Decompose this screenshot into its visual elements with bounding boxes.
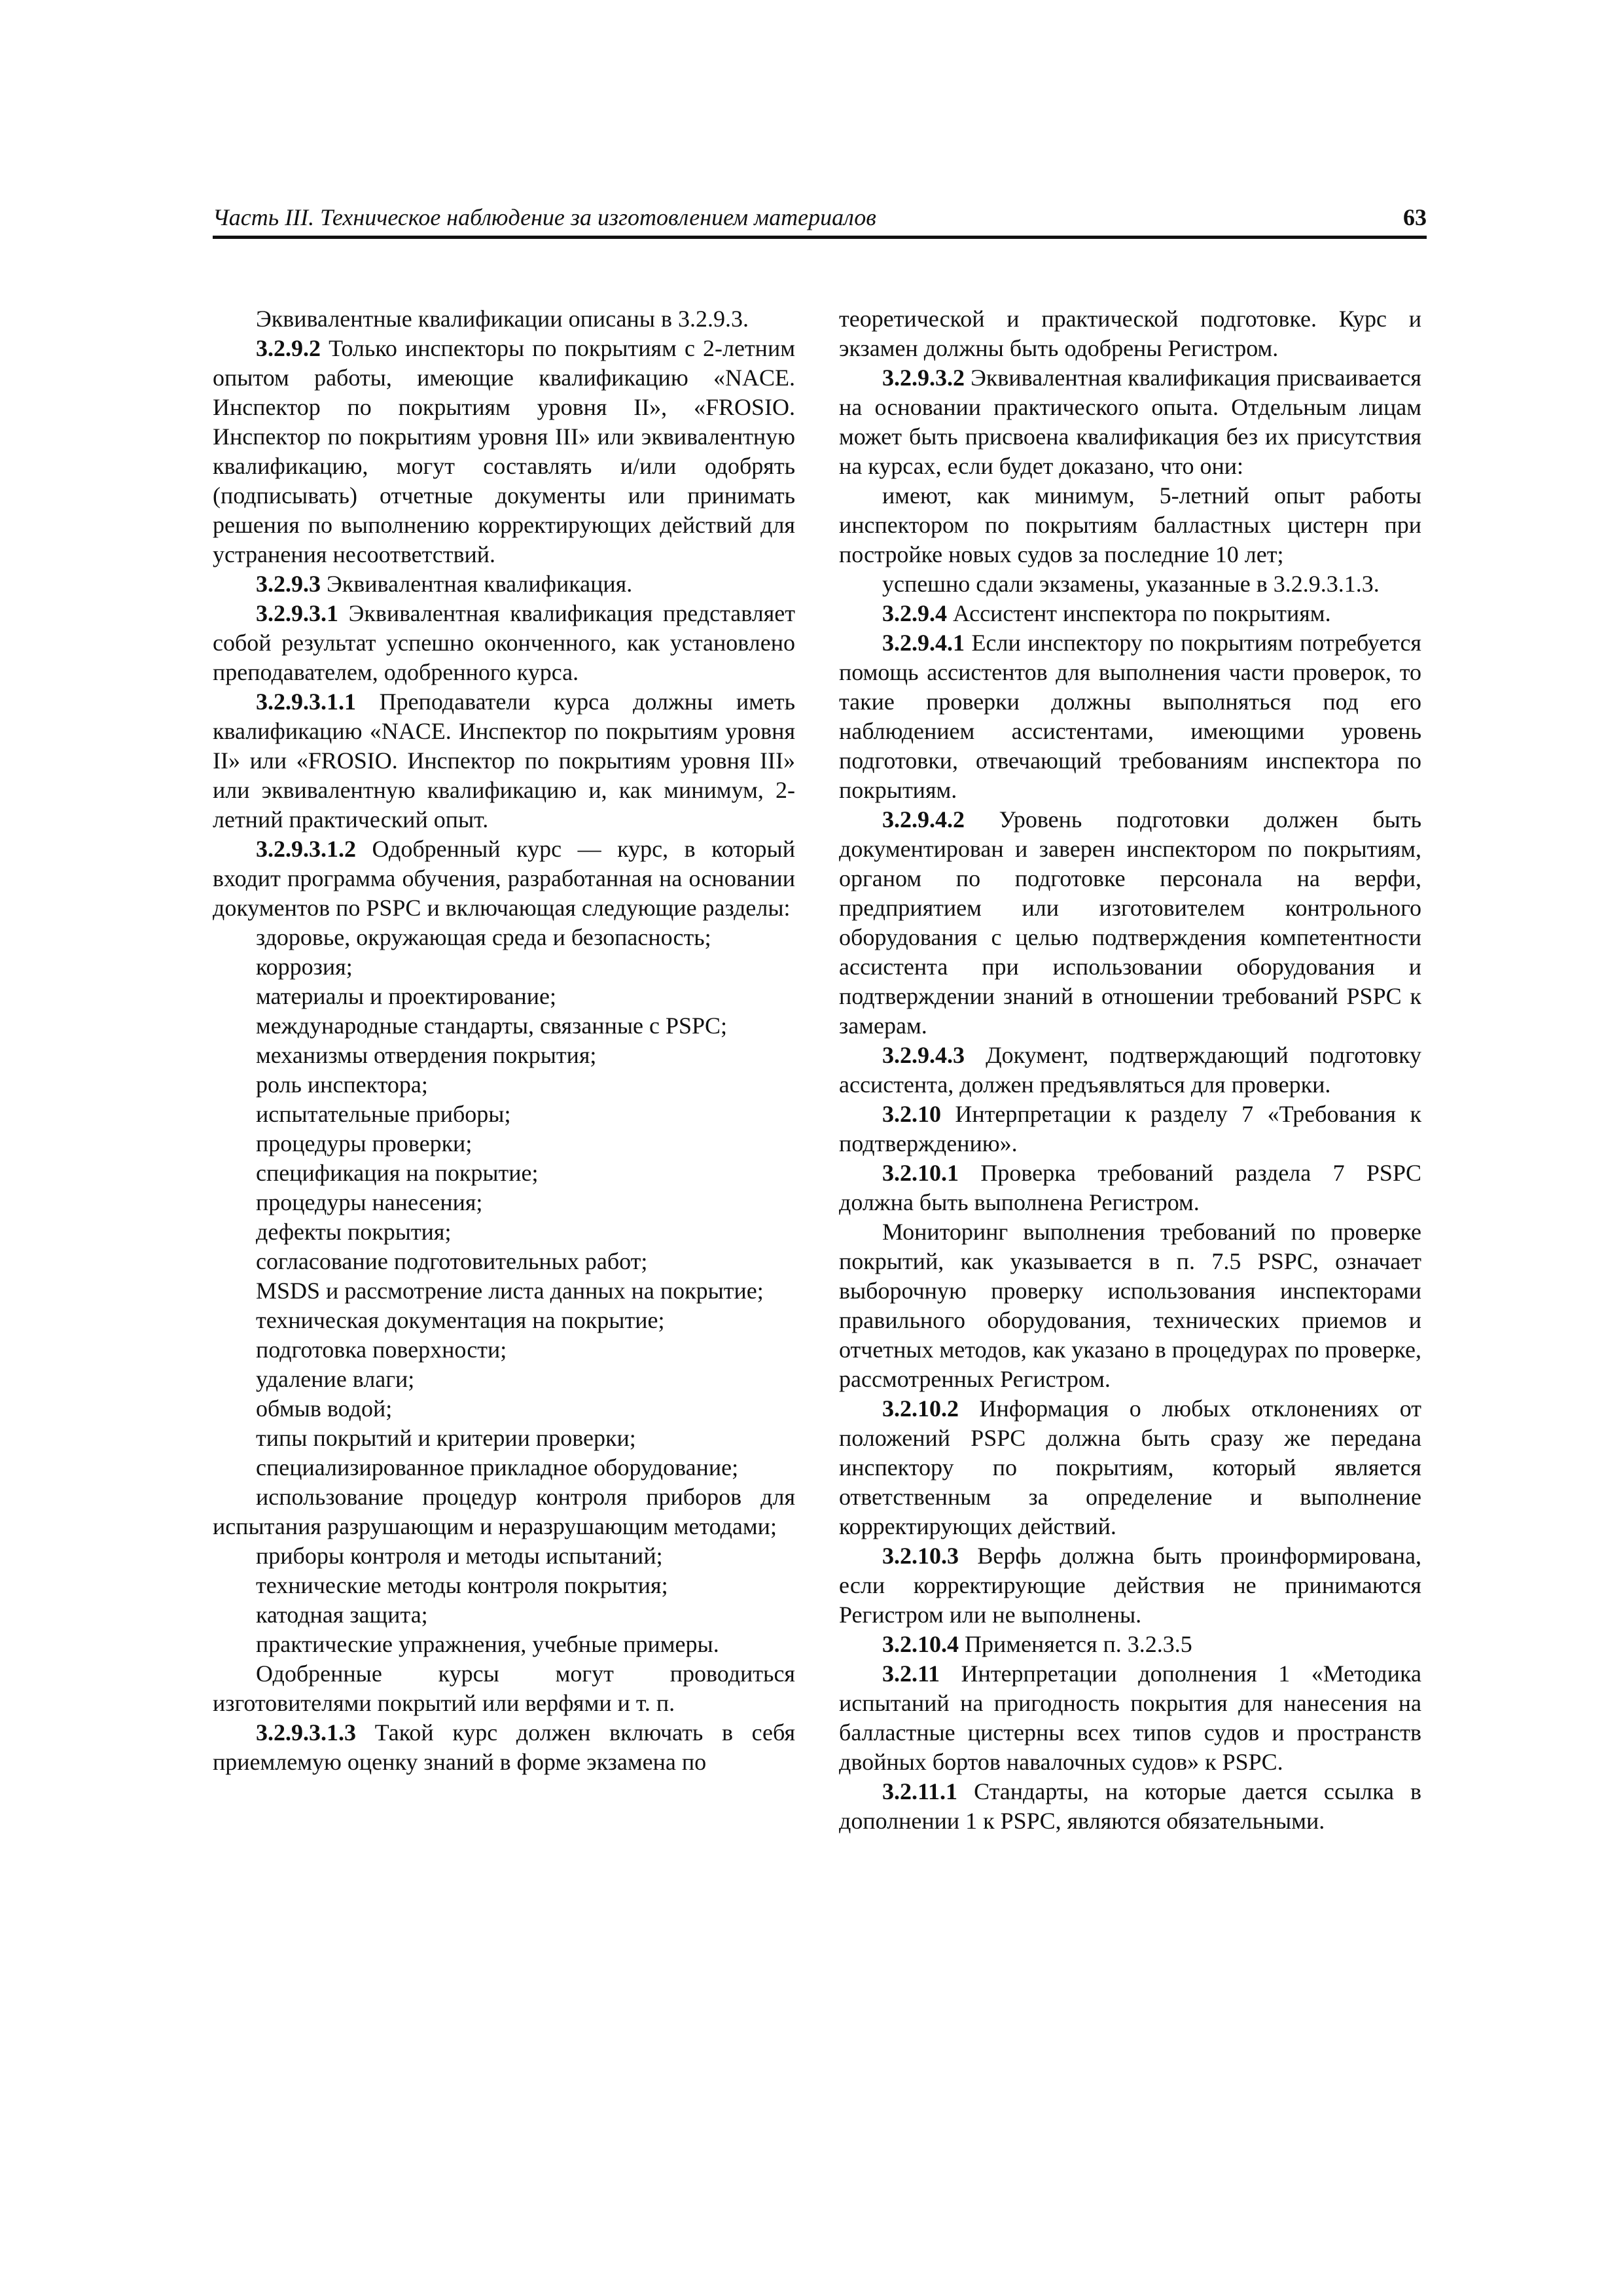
paragraph-text: Эквивалентная квалификация представляет собой результат успешно оконченного, как установлено преподавателем, одобренного курса.: [213, 600, 795, 685]
paragraph-text: успешно сдали экзамены, указанные в 3.2.9.3.1.3.: [882, 571, 1380, 597]
list-item: [213, 982, 795, 1011]
paragraph-text: Уровень подготовки должен быть документирован и заверен инспектором по покрытиям, органом по подготовке персонала на верфи, предприятием или изготовителем контрольного оборудования с целью подтверждения компетентности ассистента при использовании оборудования и подтверждении знаний в отношении требований PSPC к замерам.: [839, 806, 1421, 1039]
list-item: [213, 1158, 795, 1188]
paragraph: [839, 1100, 1421, 1158]
paragraph-text: типы покрытий и критерии проверки;: [256, 1425, 636, 1451]
section-number: 3.2.9.4.3: [882, 1042, 965, 1068]
header-title: Часть III. Техническое наблюдение за изготовлением материалов: [213, 204, 876, 230]
list-item: [213, 1041, 795, 1070]
paragraph: [213, 599, 795, 687]
list-item: [213, 1247, 795, 1276]
paragraph: [213, 834, 795, 923]
paragraph-text: удаление влаги;: [256, 1366, 415, 1392]
paragraph: [213, 687, 795, 834]
paragraph: [839, 363, 1421, 481]
list-item: [213, 1011, 795, 1041]
list-item: [213, 1541, 795, 1571]
paragraph: [839, 628, 1421, 805]
section-number: 3.2.10.2: [882, 1395, 959, 1422]
paragraph: [839, 1041, 1421, 1100]
paragraph-text: теоретической и практической подготовке. Курс и экзамен должны быть одобрены Регистром.: [839, 306, 1421, 361]
paragraph-text: роль инспектора;: [256, 1071, 428, 1098]
paragraph-text: материалы и проектирование;: [256, 983, 556, 1009]
list-item: [213, 1394, 795, 1424]
section-number: 3.2.10.3: [882, 1543, 959, 1569]
paragraph-text: Стандарты, на которые дается ссылка в дополнении 1 к PSPC, являются обязательными.: [839, 1778, 1421, 1834]
paragraph-text: Эквивалентная квалификация присваивается на основании практического опыта. Отдельным лицам может быть присвоена квалификация без их присутствия на курсах, если будет доказано, что они:: [839, 365, 1421, 479]
list-item: [213, 1335, 795, 1365]
paragraph-text: процедуры проверки;: [256, 1130, 473, 1157]
section-number: 3.2.9.3.1.1: [256, 689, 356, 715]
paragraph-text: Преподаватели курса должны иметь квалификацию «NACE. Инспектор по покрытиям уровня II» или «FROSIO. Инспектор по покрытиям уровня III» или эквивалентную квалификацию и, как минимум, 2-летний практический опыт.: [213, 689, 795, 833]
paragraph: [213, 1453, 795, 1482]
paragraph-text: использование процедур контроля приборов для испытания разрушающим и неразрушающим методами;: [213, 1484, 795, 1539]
list-item: [213, 952, 795, 982]
paragraph-text: Проверка требований раздела 7 PSPC должна быть выполнена Регистром.: [839, 1160, 1421, 1215]
list-item: [213, 1129, 795, 1158]
paragraph: [213, 1659, 795, 1718]
section-number: 3.2.10: [882, 1101, 941, 1127]
list-item: [213, 1571, 795, 1600]
paragraph: [839, 1777, 1421, 1836]
paragraph-text: техническая документация на покрытие;: [256, 1307, 665, 1333]
section-number: 3.2.9.3.2: [882, 365, 965, 391]
paragraph-text: механизмы отвердения покрытия;: [256, 1042, 597, 1068]
paragraph: [839, 1630, 1421, 1659]
list-item: [213, 1217, 795, 1247]
paragraph: [839, 805, 1421, 1041]
paragraph-text: обмыв водой;: [256, 1395, 393, 1422]
paragraph-text: приборы контроля и методы испытаний;: [256, 1543, 663, 1569]
list-item: [213, 1188, 795, 1217]
paragraph: [213, 1718, 795, 1777]
paragraph-text: Такой курс должен включать в себя приемлемую оценку знаний в форме экзамена по: [213, 1719, 795, 1775]
section-number: 3.2.11: [882, 1660, 940, 1687]
paragraph-text: Интерпретации к разделу 7 «Требования к подтверждению».: [839, 1101, 1421, 1157]
paragraph: [213, 569, 795, 599]
paragraph: [839, 481, 1421, 569]
list-item: [213, 1600, 795, 1630]
section-number: 3.2.9.3: [256, 571, 321, 597]
paragraph: [213, 334, 795, 569]
paragraph-text: катодная защита;: [256, 1602, 428, 1628]
paragraph-text: процедуры нанесения;: [256, 1189, 483, 1215]
paragraph-text: испытательные приборы;: [256, 1101, 511, 1127]
paragraph-text: спецификация на покрытие;: [256, 1160, 539, 1186]
paragraph-text: имеют, как минимум, 5-летний опыт работы инспектором по покрытиям балластных цистерн при постройке новых судов за последние 10 лет;: [839, 482, 1421, 567]
left-column: [213, 304, 795, 1777]
running-header: [213, 196, 1427, 239]
paragraph: [213, 1482, 795, 1541]
list-item: [213, 1365, 795, 1394]
paragraph-text: специализированное прикладное оборудование;: [256, 1454, 739, 1480]
paragraph-text: технические методы контроля покрытия;: [256, 1572, 668, 1598]
paragraph-text: Только инспекторы по покрытиям с 2-летним опытом работы, имеющие квалификацию «NACE. Инспектор по покрытиям уровня II», «FROSIO. Инспектор по покрытиям уровня III» или эквивалентную квалификацию, могут составлять и/или одобрять (подписывать) отчетные документы или принимать решения по выполнению корректирующих действий для устранения несоответствий.: [213, 335, 795, 567]
paragraph-text: Верфь должна быть проинформирована, если корректирующие действия не принимаются Регистром или не выполнены.: [839, 1543, 1421, 1628]
list-item: [213, 1630, 795, 1659]
section-number: 3.2.9.4.1: [882, 630, 965, 656]
paragraph: [839, 1394, 1421, 1541]
section-number: 3.2.9.4: [882, 600, 947, 626]
paragraph-text: Эквивалентная квалификация.: [321, 571, 633, 597]
paragraph: [213, 304, 795, 334]
list-item: [213, 923, 795, 952]
paragraph-text: Эквивалентные квалификации описаны в 3.2.9.3.: [256, 306, 749, 332]
section-number: 3.2.10.4: [882, 1631, 959, 1657]
paragraph: [839, 304, 1421, 363]
paragraph-text: коррозия;: [256, 954, 353, 980]
paragraph: [839, 1659, 1421, 1777]
paragraph: [213, 1276, 795, 1306]
section-number: 3.2.9.3.1.3: [256, 1719, 356, 1746]
list-item: [213, 1424, 795, 1453]
section-number: 3.2.11.1: [882, 1778, 958, 1804]
paragraph-text: Одобренные курсы могут проводиться изготовителями покрытий или верфями и т. п.: [213, 1660, 795, 1716]
paragraph: [839, 599, 1421, 628]
paragraph: [839, 1217, 1421, 1394]
list-item: [213, 1100, 795, 1129]
paragraph-text: Информация о любых отклонениях от положений PSPC должна быть сразу же передана инспектору по покрытиям, который является ответственным за определение и выполнение корректирующих действий.: [839, 1395, 1421, 1539]
paragraph-text: Документ, подтверждающий подготовку ассистента, должен предъявляться для проверки.: [839, 1042, 1421, 1098]
paragraph-text: Ассистент инспектора по покрытиям.: [947, 600, 1331, 626]
section-number: 3.2.9.3.1.2: [256, 836, 356, 862]
paragraph-text: MSDS и рассмотрение листа данных на покрытие;: [256, 1278, 764, 1304]
paragraph-text: Одобренный курс — курс, в который входит программа обучения, разработанная на основании документов по PSPC и включающая следующие разделы:: [213, 836, 795, 921]
section-number: 3.2.10.1: [882, 1160, 959, 1186]
paragraph-text: практические упражнения, учебные примеры.: [256, 1631, 719, 1657]
paragraph: [839, 1541, 1421, 1630]
section-number: 3.2.9.2: [256, 335, 321, 361]
paragraph-text: подготовка поверхности;: [256, 1336, 507, 1363]
paragraph: [839, 1158, 1421, 1217]
paragraph-text: международные стандарты, связанные с PSPC;: [256, 1013, 728, 1039]
page-number: 63: [1403, 204, 1427, 230]
paragraph-text: Мониторинг выполнения требований по проверке покрытий, как указывается в п. 7.5 PSPC, означает выборочную проверку использования инспекторами правильного оборудования, технических приемов и отчетных методов, как указано в процедурах по проверке, рассмотренных Регистром.: [839, 1219, 1421, 1392]
section-number: 3.2.9.4.2: [882, 806, 965, 833]
section-number: 3.2.9.3.1: [256, 600, 338, 626]
paragraph-text: Интерпретации дополнения 1 «Методика испытаний на пригодность покрытия для нанесения на балластные цистерны всех типов судов и пространств двойных бортов навалочных судов» к PSPC.: [839, 1660, 1421, 1775]
paragraph-text: здоровье, окружающая среда и безопасность;: [256, 924, 711, 950]
paragraph: [839, 569, 1421, 599]
paragraph-text: Если инспектору по покрытиям потребуется помощь ассистентов для выполнения части проверок, то такие проверки должны выполняться под его наблюдением ассистентами, имеющими уровень подготовки, отвечающий требованиям инспектора по покрытиям.: [839, 630, 1421, 803]
paragraph-text: Применяется п. 3.2.3.5: [959, 1631, 1192, 1657]
list-item: [213, 1070, 795, 1100]
paragraph-text: согласование подготовительных работ;: [256, 1248, 648, 1274]
right-column: [839, 304, 1421, 1836]
paragraph-text: дефекты покрытия;: [256, 1219, 452, 1245]
list-item: [213, 1306, 795, 1335]
